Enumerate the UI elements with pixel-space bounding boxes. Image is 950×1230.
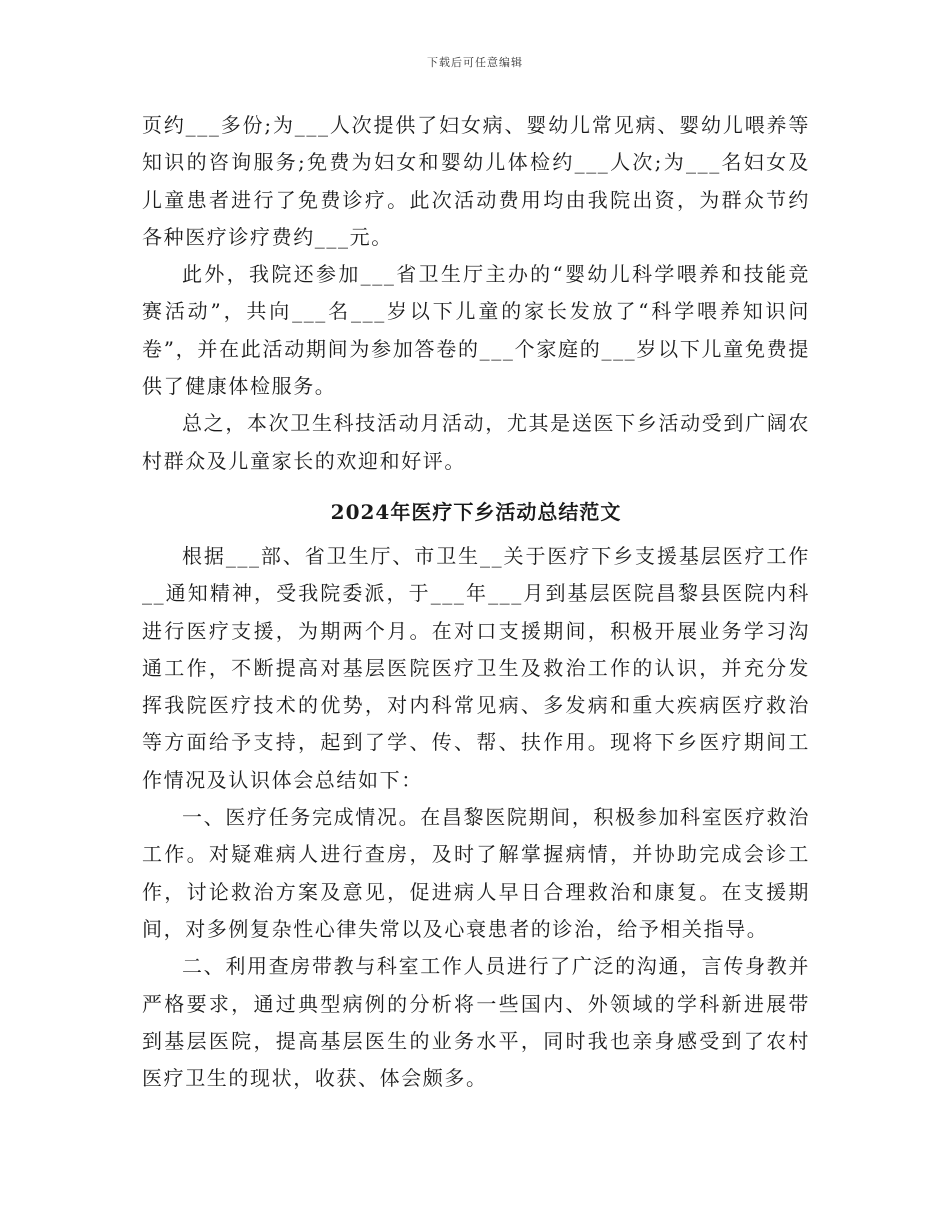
paragraph-continued: 页约___多份;为___人次提供了妇女病、婴幼儿常见病、婴幼儿喂养等知识的咨询服务;免费为妇女和婴幼儿体检约___人次;为___名妇女及儿童患者进行了免费诊疗。此次活动费用均由我院出资，为群众节约各种医疗诊疗费约___元。 (142, 113, 810, 249)
section-title: 2024年医疗下乡活动总结范文 (330, 499, 622, 524)
paragraph: 根据___部、省卫生厅、市卫生__关于医疗下乡支援基层医疗工作__通知精神，受我院委派，于___年___月到基层医院昌黎县医院内科进行医疗支援，为期两个月。在对口支援期间，积极开展业务学习沟通工作，不断提高对基层医院医疗卫生及救治工作的认识，并充分发挥我院医疗技术的优势，对内科常见病、多发病和重大疾病医疗救治等方面给予支持，起到了学、传、帮、扶作用。现将下乡医疗期间工作情况及认识体会总结如下： (142, 543, 810, 792)
document-body (142, 107, 810, 1097)
paragraph: 总之，本次卫生科技活动月活动，尤其是送医下乡活动受到广阔农村群众及儿童家长的欢迎和好评。 (142, 411, 810, 473)
page-header: 下载后可任意编辑 (427, 56, 523, 69)
paragraph: 一、医疗任务完成情况。在昌黎医院期间，积极参加科室医疗救治工作。对疑难病人进行查房，及时了解掌握病情，并协助完成会诊工作，讨论救治方案及意见，促进病人早日合理救治和康复。在支援期间，对多例复杂性心律失常以及心衰患者的诊治，给予相关指导。 (142, 805, 810, 941)
paragraph: 此外，我院还参加___省卫生厅主办的“婴幼儿科学喂养和技能竞赛活动”，共向___名___岁以下儿童的家长发放了“科学喂养知识问卷”，并在此活动期间为参加答卷的___个家庭的___岁以下儿童免费提供了健康体检服务。 (142, 262, 810, 399)
paragraph: 二、利用查房带教与科室工作人员进行了广泛的沟通，言传身教并严格要求，通过典型病例的分析将一些国内、外领域的学科新进展带到基层医院，提高基层医生的业务水平，同时我也亲身感受到了农村医疗卫生的现状，收获、体会颇多。 (142, 954, 810, 1091)
